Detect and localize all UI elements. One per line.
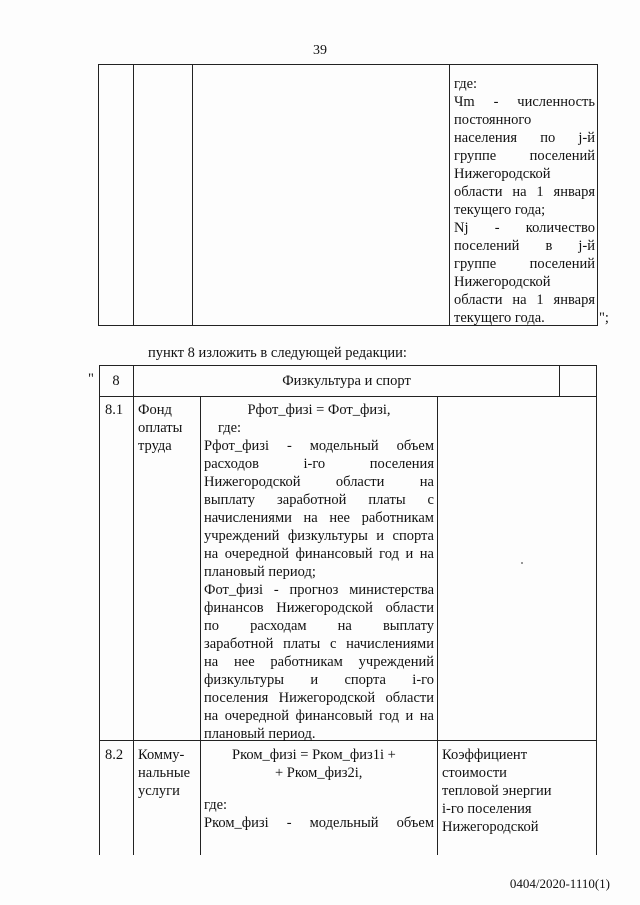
instruction-text: пункт 8 изложить в следующей редакции: bbox=[148, 345, 407, 361]
formula: Рком_физi = Рком_физ1i + bbox=[232, 747, 396, 763]
row-number: 8.1 bbox=[105, 402, 124, 418]
row-number: 8.2 bbox=[105, 747, 124, 763]
footer-code: 0404/2020-1110(1) bbox=[509, 876, 610, 891]
section-title: Физкультура и спорт bbox=[282, 373, 411, 389]
scan-speck bbox=[521, 562, 523, 564]
page-number: 39 bbox=[313, 43, 327, 58]
closing-quote: "; bbox=[599, 310, 609, 326]
section-number: 8 bbox=[112, 373, 120, 389]
open-quote: " bbox=[88, 371, 94, 387]
formula: Рфот_физi = Фот_физi, bbox=[247, 402, 391, 418]
